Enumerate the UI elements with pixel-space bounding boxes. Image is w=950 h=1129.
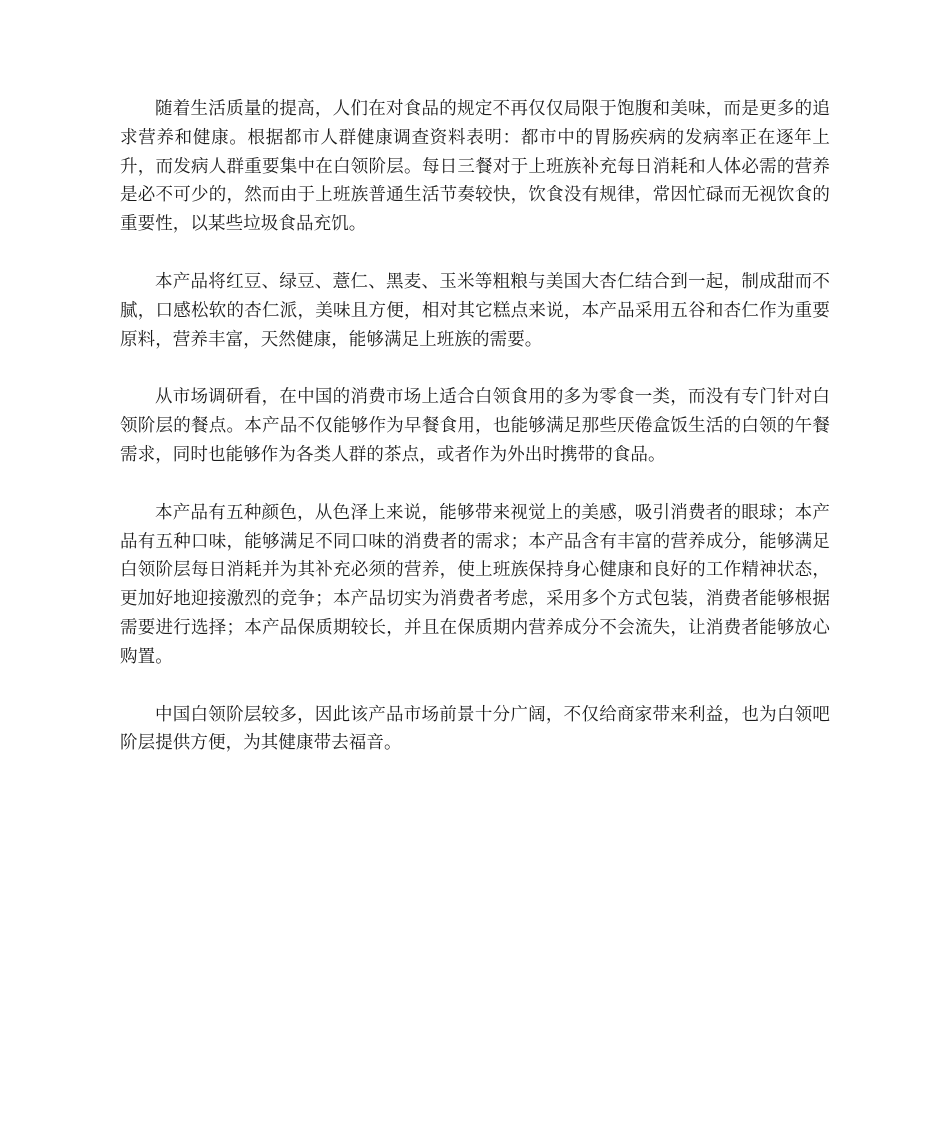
paragraph-market-outlook: 中国白领阶层较多，因此该产品市场前景十分广阔，不仅给商家带来利益，也为白领吧阶层提供方便，为其健康带去福音。 xyxy=(120,704,830,754)
paragraph-market-background: 随着生活质量的提高，人们在对食品的规定不再仅仅局限于饱腹和美味，而是更多的追求营养和健康。根据都市人群健康调查资料表明：都市中的胃肠疾病的发病率正在逐年上升，而发病人群重要集中在白领阶层。每日三餐对于上班族补充每日消耗和人体必需的营养是必不可少的，然而由于上班族普通生活节奏较快，饮食没有规律，常因忙碌而无视饮食的重要性，以某些垃圾食品充饥。 xyxy=(120,99,830,235)
document-body xyxy=(120,95,830,787)
paragraph-product-features: 本产品有五种颜色，从色泽上来说，能够带来视觉上的美感，吸引消费者的眼球；本产品有五种口味，能够满足不同口味的消费者的需求；本产品含有丰富的营养成分，能够满足白领阶层每日消耗并为其补充必须的营养，使上班族保持身心健康和良好的工作精神状态，更加好地迎接激烈的竞争；本产品切实为消费者考虑，采用多个方式包装，消费者能够根据需要进行选择；本产品保质期较长，并且在保质期内营养成分不会流失，让消费者能够放心购置。 xyxy=(120,502,830,667)
paragraph-product-ingredients: 本产品将红豆、绿豆、薏仁、黑麦、玉米等粗粮与美国大杏仁结合到一起，制成甜而不腻，口感松软的杏仁派，美味且方便，相对其它糕点来说，本产品采用五谷和杏仁作为重要原料，营养丰富，天然健康，能够满足上班族的需要。 xyxy=(120,271,830,350)
paragraph-market-research: 从市场调研看，在中国的消费市场上适合白领食用的多为零食一类，而没有专门针对白领阶层的餐点。本产品不仅能够作为早餐食用，也能够满足那些厌倦盒饭生活的白领的午餐需求，同时也能够作为各类人群的茶点，或者作为外出时携带的食品。 xyxy=(120,387,830,465)
